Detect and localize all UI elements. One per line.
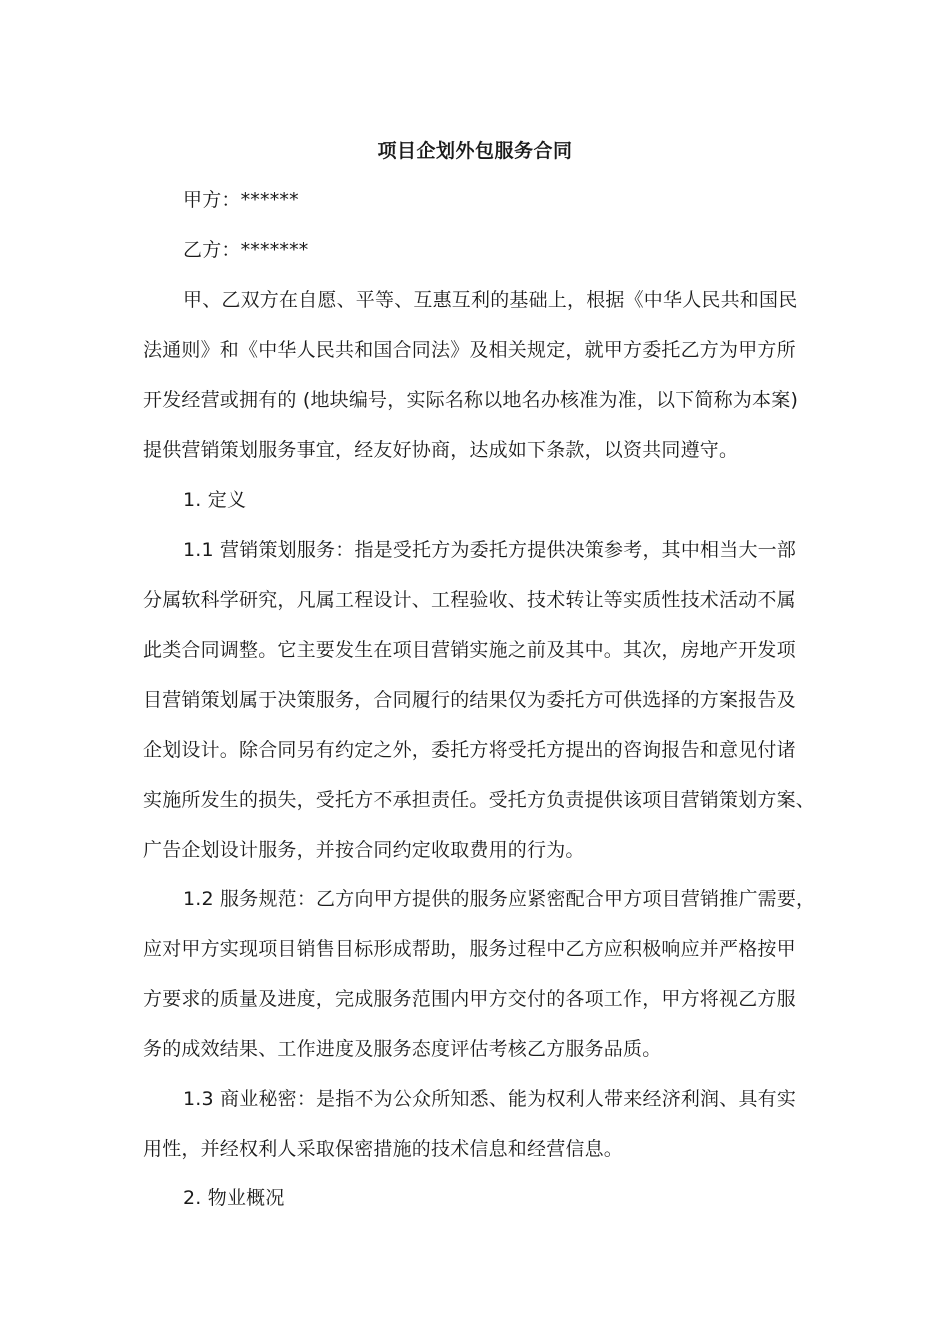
preamble-line: 提供营销策划服务事宜，经友好协商，达成如下条款，以资共同遵守。: [143, 439, 739, 461]
clause-1-1-line: 企划设计。除合同另有约定之外，委托方将受托方提出的咨询报告和意见付诸: [143, 739, 796, 761]
clause-1-1-line: 实施所发生的损失，受托方不承担责任。受托方负责提供该项目营销策划方案、: [143, 789, 816, 811]
clause-1-2-line: 务的成效结果、工作进度及服务态度评估考核乙方服务品质。: [143, 1038, 662, 1060]
section-heading-definitions: 1. 定义: [183, 489, 247, 511]
preamble-line: 开发经营或拥有的 (地块编号，实际名称以地名办核准为准，以下简称为本案): [143, 389, 799, 411]
clause-1-2-line: 1.2 服务规范：乙方向甲方提供的服务应紧密配合甲方项目营销推广需要，: [183, 888, 816, 910]
clause-1-3-line: 用性，并经权利人采取保密措施的技术信息和经营信息。: [143, 1138, 624, 1160]
clause-1-3-line: 1.3 商业秘密：是指不为公众所知悉、能为权利人带来经济利润、具有实: [183, 1088, 797, 1110]
document-title: 项目企划外包服务合同: [377, 140, 573, 162]
clause-1-2-line: 应对甲方实现项目销售目标形成帮助，服务过程中乙方应积极响应并严格按甲: [143, 938, 796, 960]
preamble-line: 甲、乙双方在自愿、平等、互惠互利的基础上，根据《中华人民共和国民: [183, 289, 798, 311]
clause-1-1-line: 此类合同调整。它主要发生在项目营销实施之前及其中。其次，房地产开发项: [143, 639, 796, 661]
clause-1-1-line: 广告企划设计服务，并按合同约定收取费用的行为。: [143, 839, 585, 861]
party-a-line: 甲方：******: [183, 189, 299, 211]
clause-1-1-line: 分属软科学研究，凡属工程设计、工程验收、技术转让等实质性技术活动不属: [143, 589, 796, 611]
clause-1-1-line: 目营销策划属于决策服务，合同履行的结果仅为委托方可供选择的方案报告及: [143, 689, 796, 711]
clause-1-1-line: 1.1 营销策划服务：指是受托方为委托方提供决策参考，其中相当大一部: [183, 539, 797, 561]
clause-1-2-line: 方要求的质量及进度，完成服务范围内甲方交付的各项工作，甲方将视乙方服: [143, 988, 796, 1010]
preamble-line: 法通则》和《中华人民共和国合同法》及相关规定，就甲方委托乙方为甲方所: [143, 339, 796, 361]
section-heading-property: 2. 物业概况: [183, 1187, 285, 1209]
party-b-line: 乙方：*******: [183, 239, 309, 261]
